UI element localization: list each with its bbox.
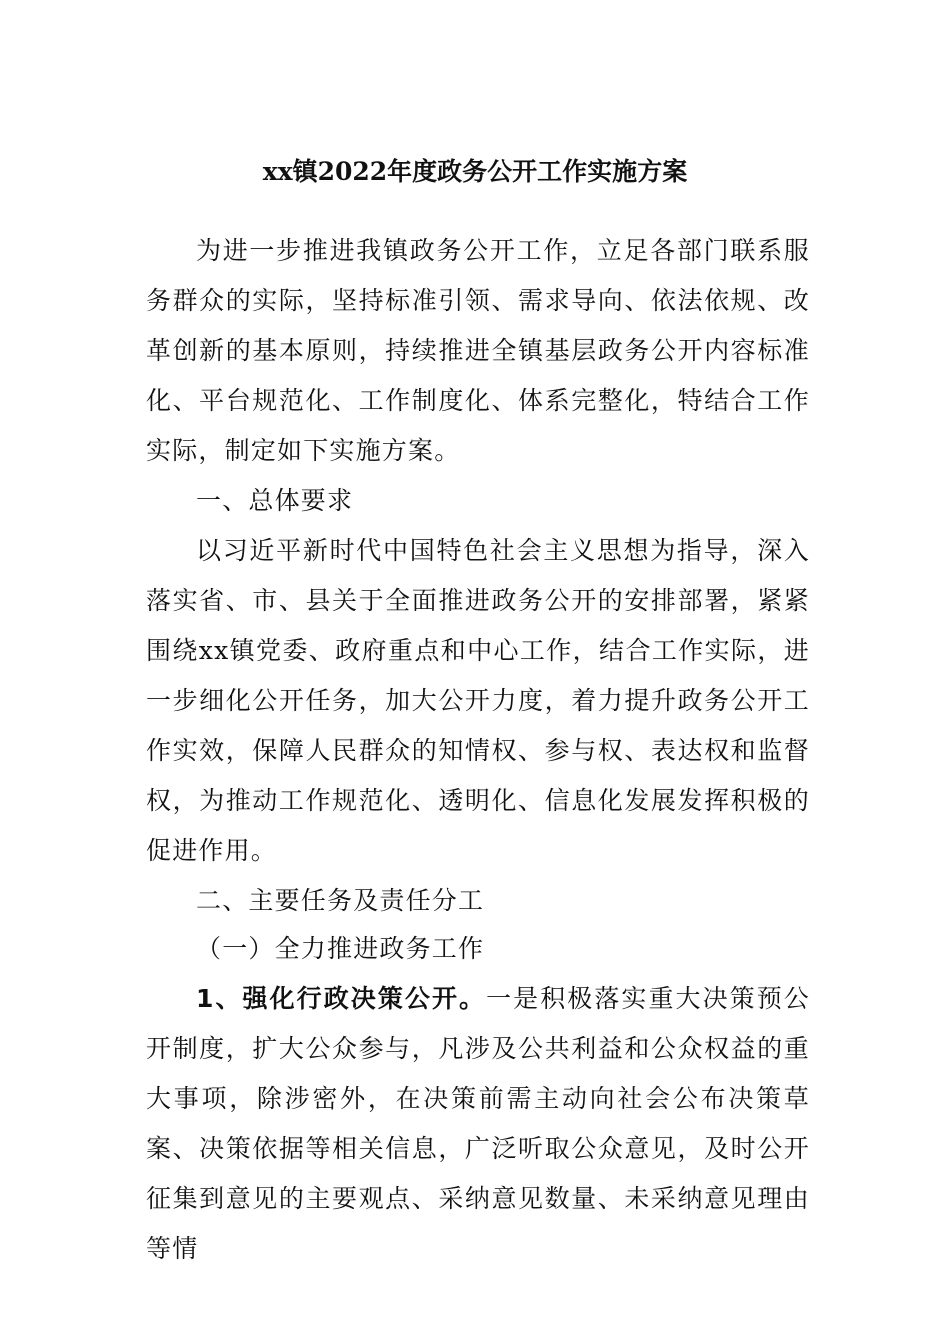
section-2-heading: 二、主要任务及责任分工 bbox=[196, 886, 485, 915]
section-1-heading: 一、总体要求 bbox=[196, 486, 354, 515]
item-1-paragraph bbox=[146, 974, 810, 1274]
subsection-1-heading: （一）全力推进政务工作 bbox=[196, 934, 485, 963]
section-1-body: 以习近平新时代中国特色社会主义思想为指导，深入落实省、市、县关于全面推进政务公开的安排部署，紧紧围绕xx镇党委、政府重点和中心工作，结合工作实际，进一步细化公开任务，加大公开力度，着力提升政务公开工作实效，保障人民群众的知情权、参与权、表达权和监督权，为推动工作规范化、透明化、信息化发展发挥积极的促进作用。 bbox=[146, 536, 810, 865]
document-title: xx镇2022年度政务公开工作实施方案 bbox=[262, 157, 688, 186]
item-1-body: 一是积极落实重大决策预公开制度，扩大公众参与，凡涉及公共利益和公众权益的重大事项，除涉密外，在决策前需主动向社会公布决策草案、决策依据等相关信息，广泛听取公众意见，及时公开征集到意见的主要观点、采纳意见数量、未采纳意见理由等情 bbox=[146, 984, 810, 1263]
item-1-title: 1、强化行政决策公开。 bbox=[196, 984, 487, 1013]
intro-paragraph: 为进一步推进我镇政务公开工作，立足各部门联系服务群众的实际，坚持标准引领、需求导向、依法依规、改革创新的基本原则，持续推进全镇基层政务公开内容标准化、平台规范化、工作制度化、体系完整化，特结合工作实际，制定如下实施方案。 bbox=[146, 236, 810, 465]
